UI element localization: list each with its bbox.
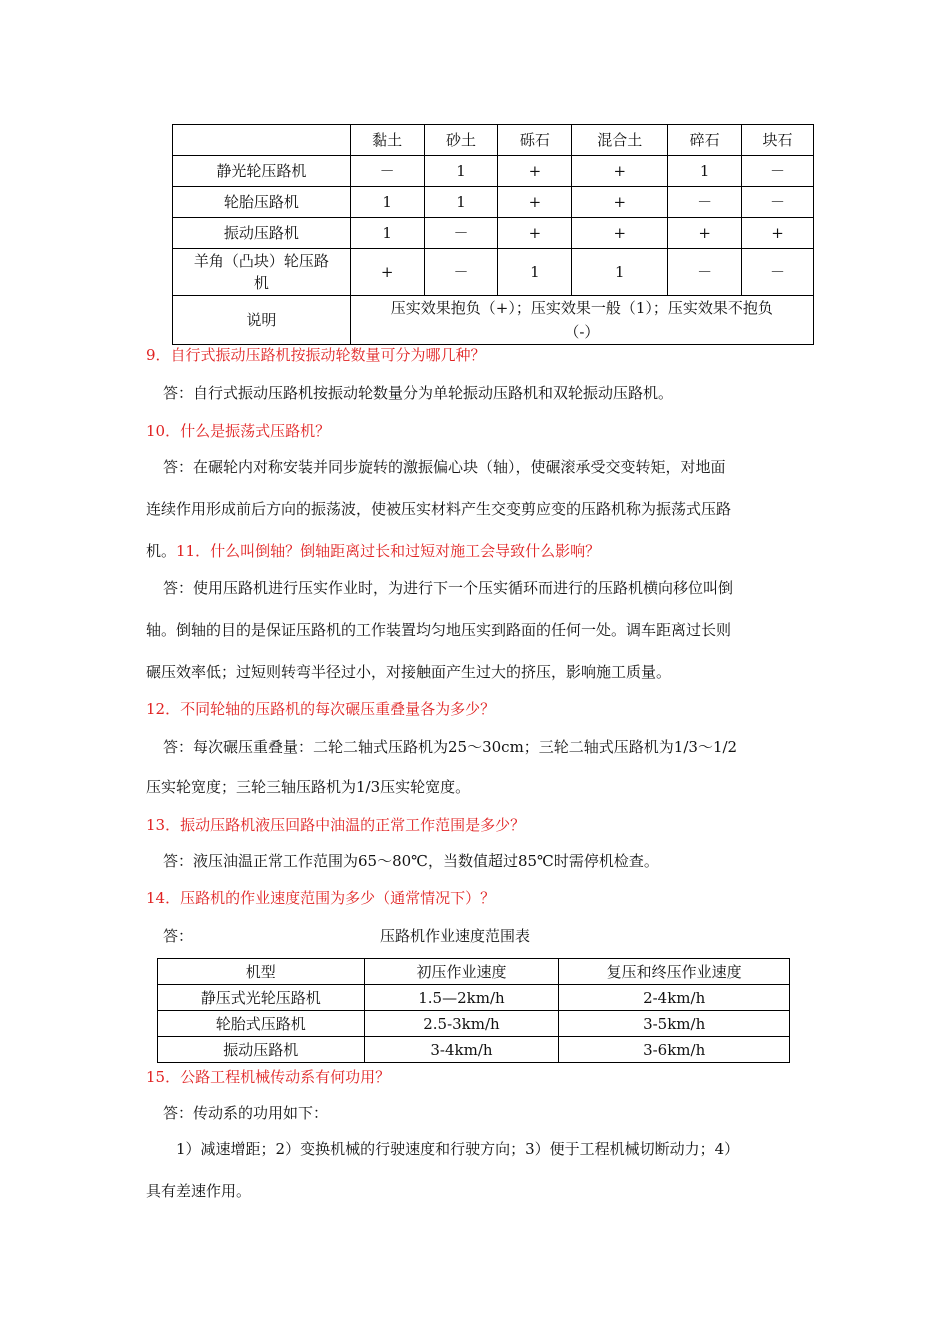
table-header-row [158, 959, 790, 985]
answer-10-tail: 机。 [146, 542, 177, 560]
table-cell: + [742, 218, 814, 249]
table-cell [173, 249, 351, 296]
answer-11-line-2: 轴。倒轴的目的是保证压路机的工作装置均匀地压实到路面的任何一处。调车距离过长则 [146, 621, 732, 639]
table-cell: － [742, 156, 814, 187]
table-cell: 1.5—2km/h [364, 985, 559, 1011]
cell-line: 羊角（凸块）轮压路 [193, 252, 329, 270]
table-cell: 3-4km/h [364, 1037, 559, 1063]
answer-13: 答：液压油温正常工作范围为65～80℃，当数值超过85℃时需停机检查。 [163, 852, 659, 870]
answer-15-line-2: 1）减速增距；2）变换机械的行驶速度和行驶方向；3）便于工程机械切断动力；4） [176, 1140, 740, 1158]
table-cell: － [742, 249, 814, 296]
table-cell: 静光轮压路机 [173, 156, 351, 187]
answer-10-line-2: 连续作用形成前后方向的振荡波，使被压实材料产生交变剪应变的压路机称为振荡式压路 [146, 500, 732, 518]
note-text [350, 296, 813, 345]
table-cell: － [668, 249, 742, 296]
table-row [173, 156, 814, 187]
note-line: 压实效果抱负（+）；压实效果一般（1）；压实效果不抱负 [390, 299, 773, 317]
table-cell: 1 [668, 156, 742, 187]
question-9: 9．自行式振动压路机按振动轮数量可分为哪几种？ [146, 346, 486, 364]
table-cell: 碎石 [668, 125, 742, 156]
table-cell: 静压式光轮压路机 [158, 985, 365, 1011]
table-cell: 混合土 [572, 125, 668, 156]
table-cell: － [424, 218, 498, 249]
table-row [158, 1037, 790, 1063]
question-13: 13．振动压路机液压回路中油温的正常工作范围是多少？ [146, 816, 526, 834]
table-cell: 1 [350, 218, 424, 249]
answer-10-line-1: 答：在碾轮内对称安装并同步旋转的激振偏心块（轴），使碾滚承受交变转矩，对地面 [163, 458, 726, 476]
table-cell: + [668, 218, 742, 249]
answer-14-prefix: 答： [163, 927, 194, 945]
question-10: 10．什么是振荡式压路机？ [146, 422, 331, 440]
cell-line: 机 [253, 274, 269, 292]
table-cell: 振动压路机 [173, 218, 351, 249]
table-cell: 机型 [158, 959, 365, 985]
table-row [158, 985, 790, 1011]
table2-title: 压路机作业速度范围表 [380, 927, 531, 945]
table-cell: + [572, 218, 668, 249]
table-cell: 振动压路机 [158, 1037, 365, 1063]
table-cell: 1 [498, 249, 572, 296]
answer-11-line-1: 答：使用压路机进行压实作业时，为进行下一个压实循环而进行的压路机横向移位叫倒 [163, 579, 734, 597]
answer-12-line-2: 压实轮宽度；三轮三轴压路机为1/3压实轮宽度。 [146, 778, 471, 796]
table-cell: 3-6km/h [559, 1037, 790, 1063]
question-11: 11．什么叫倒轴？倒轴距离过长和过短对施工会导致什么影响？ [176, 542, 601, 560]
table-cell: 1 [424, 156, 498, 187]
table-cell: 轮胎式压路机 [158, 1011, 365, 1037]
table-cell: 块石 [742, 125, 814, 156]
table-note-row [173, 296, 814, 345]
answer-10-line-3 [146, 540, 600, 561]
table-cell: + [498, 156, 572, 187]
table-cell: 2.5-3km/h [364, 1011, 559, 1037]
answer-9: 答：自行式振动压路机按振动轮数量分为单轮振动压路机和双轮振动压路机。 [163, 384, 674, 402]
answer-15-line-1: 答：传动系的功用如下： [163, 1104, 329, 1122]
table-cell: + [572, 187, 668, 218]
answer-11-line-3: 碾压效率低；过短则转弯半径过小，对接触面产生过大的挤压，影响施工质量。 [146, 663, 672, 681]
note-label: 说明 [173, 296, 351, 345]
table-cell: 轮胎压路机 [173, 187, 351, 218]
table-cell [173, 125, 351, 156]
table-cell: － [424, 249, 498, 296]
table-row [173, 187, 814, 218]
table-cell: 2-4km/h [559, 985, 790, 1011]
table-row [173, 249, 814, 296]
table-cell: 砂土 [424, 125, 498, 156]
speed-table [157, 958, 790, 1063]
table-cell: 1 [424, 187, 498, 218]
question-12: 12．不同轮轴的压路机的每次碾压重叠量各为多少？ [146, 700, 496, 718]
table-cell: － [668, 187, 742, 218]
table-header-row [173, 125, 814, 156]
table-cell: 1 [350, 187, 424, 218]
answer-15-line-3: 具有差速作用。 [146, 1182, 252, 1200]
table-cell: + [350, 249, 424, 296]
table-cell: + [572, 156, 668, 187]
question-15: 15．公路工程机械传动系有何功用？ [146, 1068, 391, 1086]
table-cell: 3-5km/h [559, 1011, 790, 1037]
table-cell: 黏土 [350, 125, 424, 156]
note-line: （-） [564, 323, 600, 341]
answer-12-line-1: 答：每次碾压重叠量：二轮二轴式压路机为25～30cm；三轮二轴式压路机为1/3～1/2 [163, 738, 738, 756]
question-14: 14．压路机的作业速度范围为多少（通常情况下）？ [146, 889, 496, 907]
table-row [158, 1011, 790, 1037]
table-cell: 砾石 [498, 125, 572, 156]
table-cell: + [498, 218, 572, 249]
table-cell: 初压作业速度 [364, 959, 559, 985]
table-cell: 1 [572, 249, 668, 296]
table-cell: + [498, 187, 572, 218]
compaction-table [172, 124, 814, 345]
table-cell: － [742, 187, 814, 218]
table-cell: － [350, 156, 424, 187]
table-row [173, 218, 814, 249]
table-cell: 复压和终压作业速度 [559, 959, 790, 985]
